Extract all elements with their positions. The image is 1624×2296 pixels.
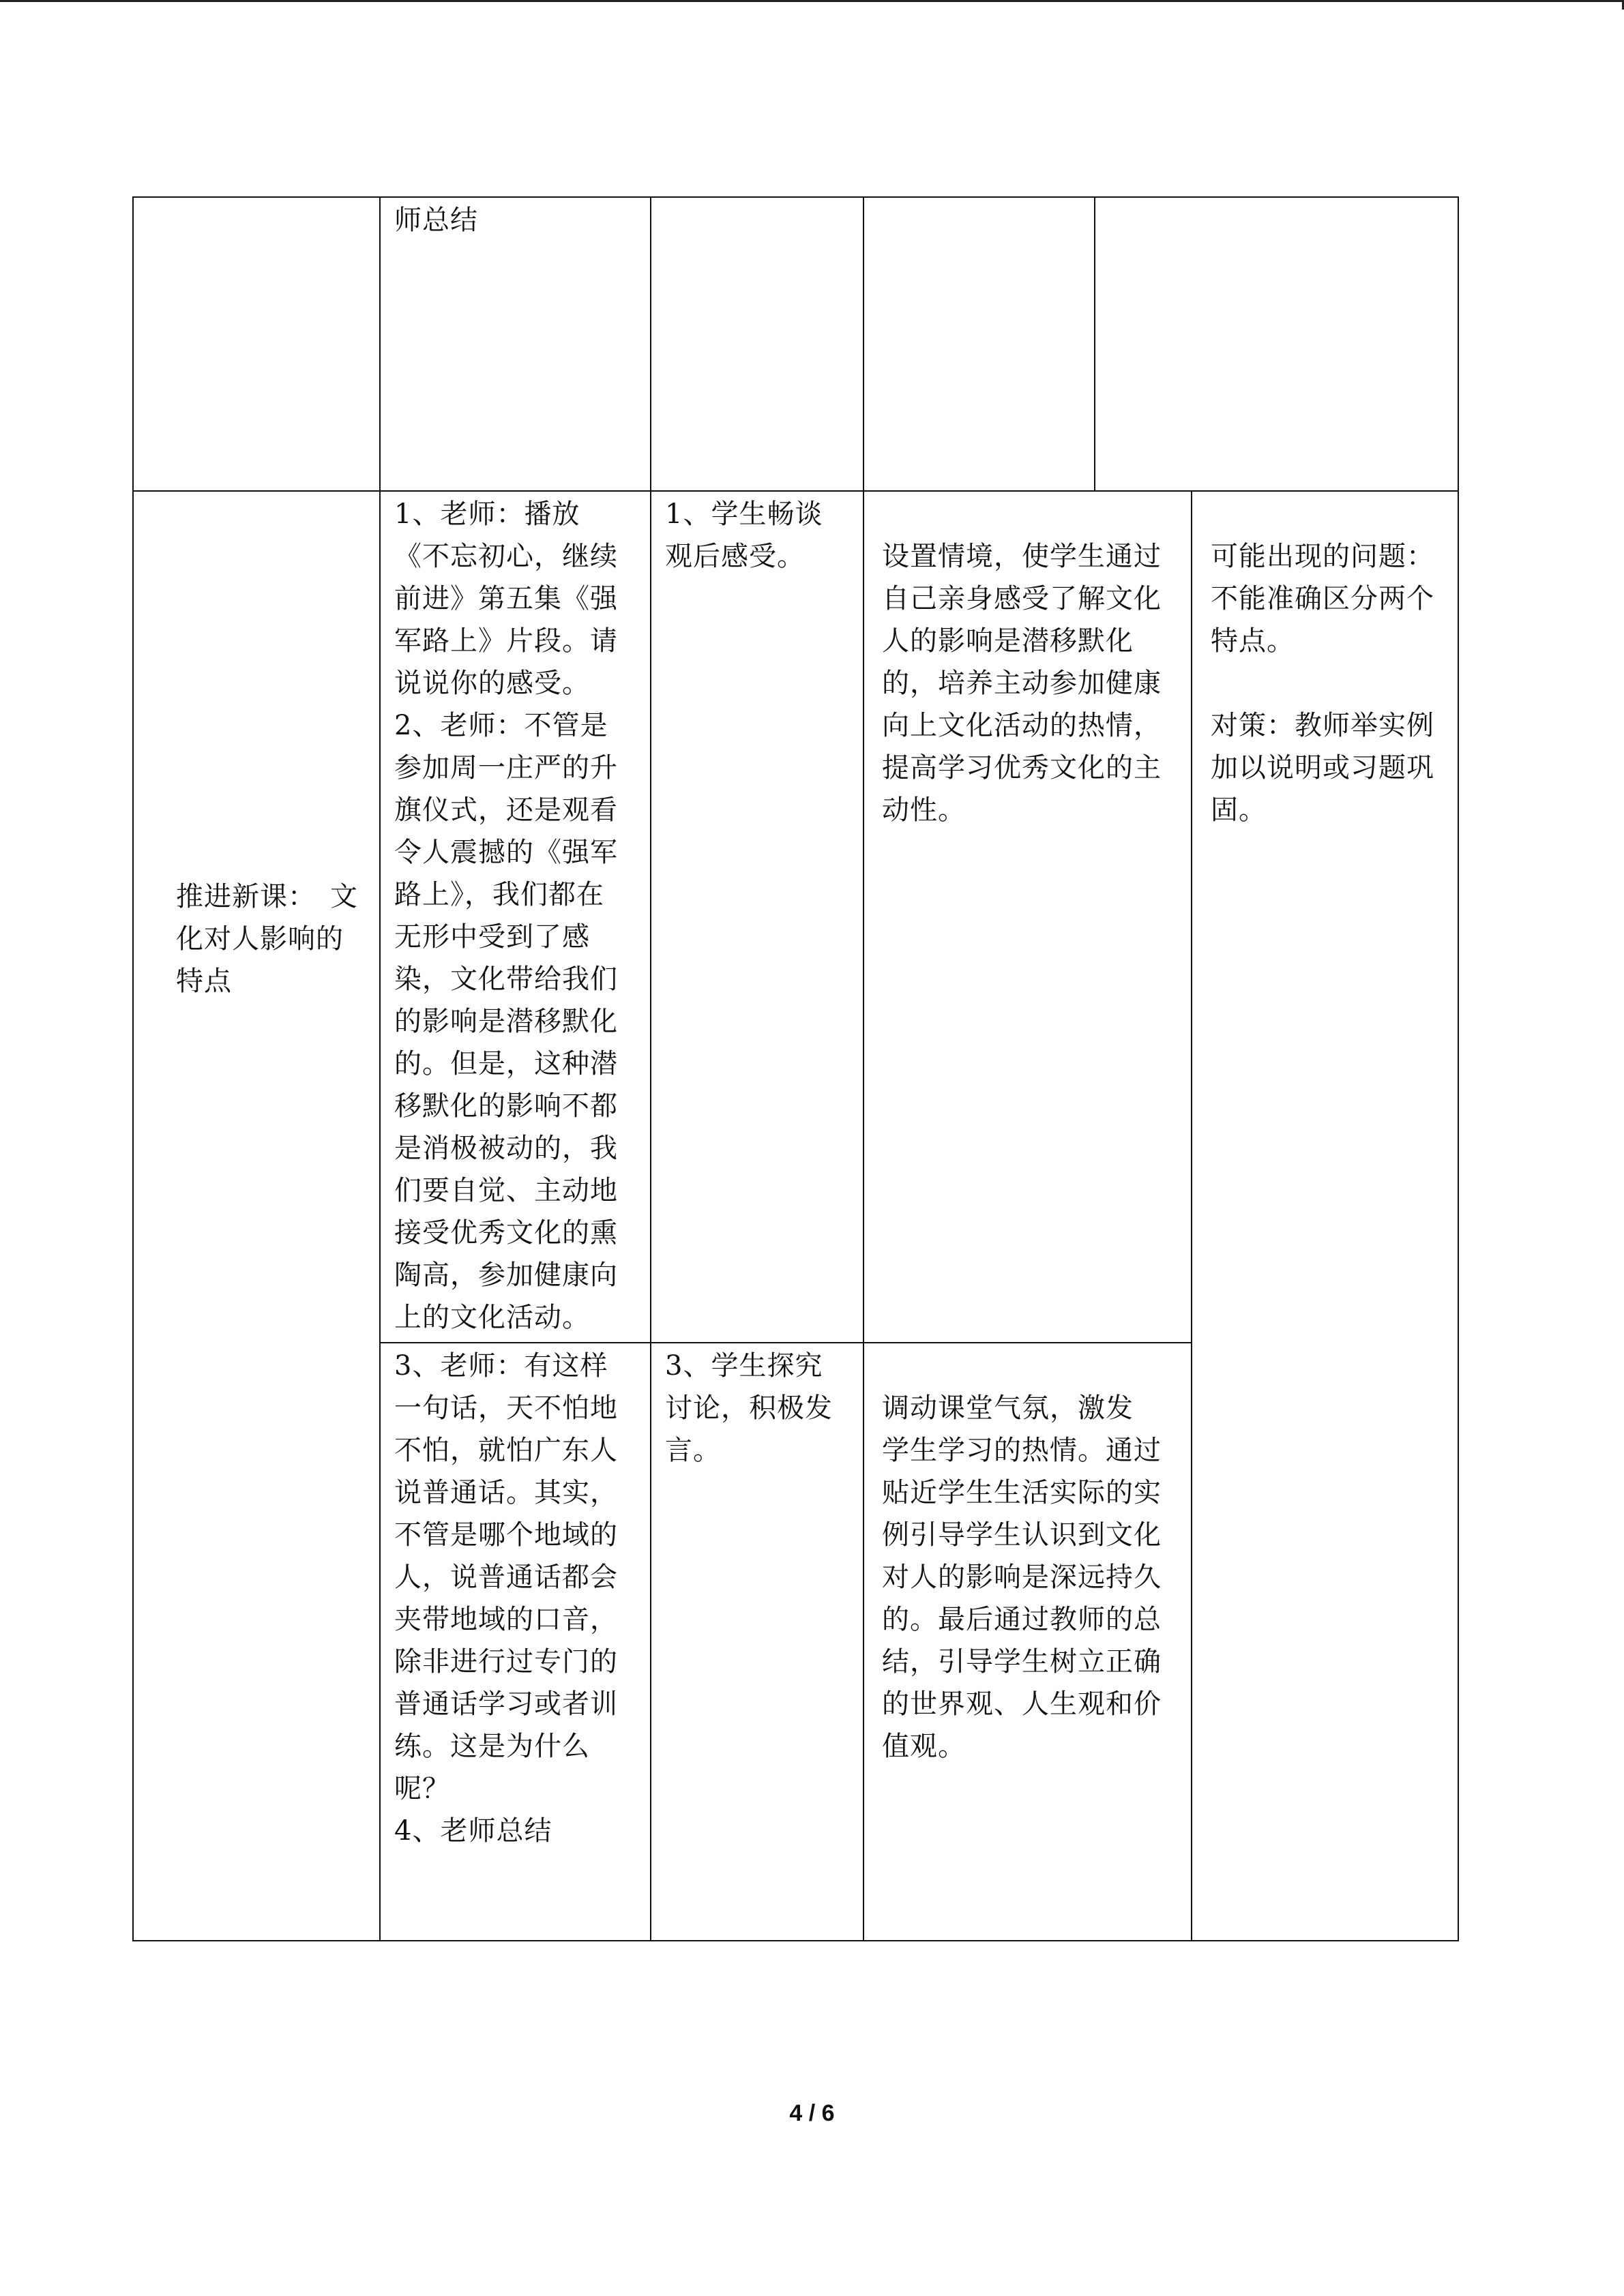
column-divider-4 (1191, 490, 1192, 1941)
teacher-activities-cell-1: 1、老师：播放 《不忘初心，继续 前进》第五集《强 军路上》片段。请 说说你的感受。 2、老师：不管是 参加周一庄严的升 旗仪式，还是观看 令人震撼的《强军 路上》，我们都在 无形中受到了感 染，文化带给我们 的影响是潜移默化 的。但是，这种潜 移默化的影响不都 是消极被动的，我 们要自觉、主动地 接受优秀文化的熏 陶高，参加健康向 上的文化活动。 (394, 498, 618, 1333)
teacher-activities-cell-2: 3、老师：有这样 一句话，天不怕地 不怕，就怕广东人 说普通话。其实， 不管是哪个地域的 人，说普通话都会 夹带地域的口音， 除非进行过专门的 普通话学习或者训 练。这是为什么 呢？ 4、老师总结 (394, 1350, 618, 1847)
page-number: 4 / 6 (789, 2100, 835, 2126)
row-divider-1 (132, 490, 1459, 492)
problems-strategies-cell: 可能出现的问题： 不能准确区分两个 特点。 对策：教师举实例 加以说明或习题巩 固。 (1211, 541, 1434, 826)
student-activities-cell-1: 1、学生畅谈 观后感受。 (665, 498, 823, 572)
student-activities-cell-2: 3、学生探究 讨论，积极发 言。 (665, 1350, 833, 1466)
top-row-teacher-cell: 师总结 (394, 205, 478, 236)
design-intent-cell-1: 设置情境，使学生通过 自己亲身感受了解文化 人的影响是潜移默化 的，培养主动参加健康 向上文化活动的热情， 提高学习优秀文化的主 动性。 (882, 541, 1162, 826)
table-left-border (132, 196, 134, 1941)
design-intent-cell-2: 调动课堂气氛，激发 学生学习的热情。通过 贴近学生生活实际的实 例引导学生认识到文化 对人的影响是深远持久 的。最后通过教师的总 结，引导学生树立正确 的世界观、人生观和价 值观。 (882, 1392, 1162, 1762)
row-divider-2 (379, 1342, 1192, 1343)
table-bottom-border (132, 1940, 1459, 1941)
page-top-border (0, 0, 1624, 2)
column-divider-3 (863, 196, 864, 1941)
column-divider-2 (650, 196, 651, 1941)
section-label: 推进新课： 文 化对人影响的 特点 (176, 881, 358, 997)
column-divider-1 (379, 196, 381, 1941)
table-top-border (132, 196, 1459, 198)
column-divider-top-row (1094, 196, 1095, 492)
table-right-border (1458, 196, 1459, 1941)
